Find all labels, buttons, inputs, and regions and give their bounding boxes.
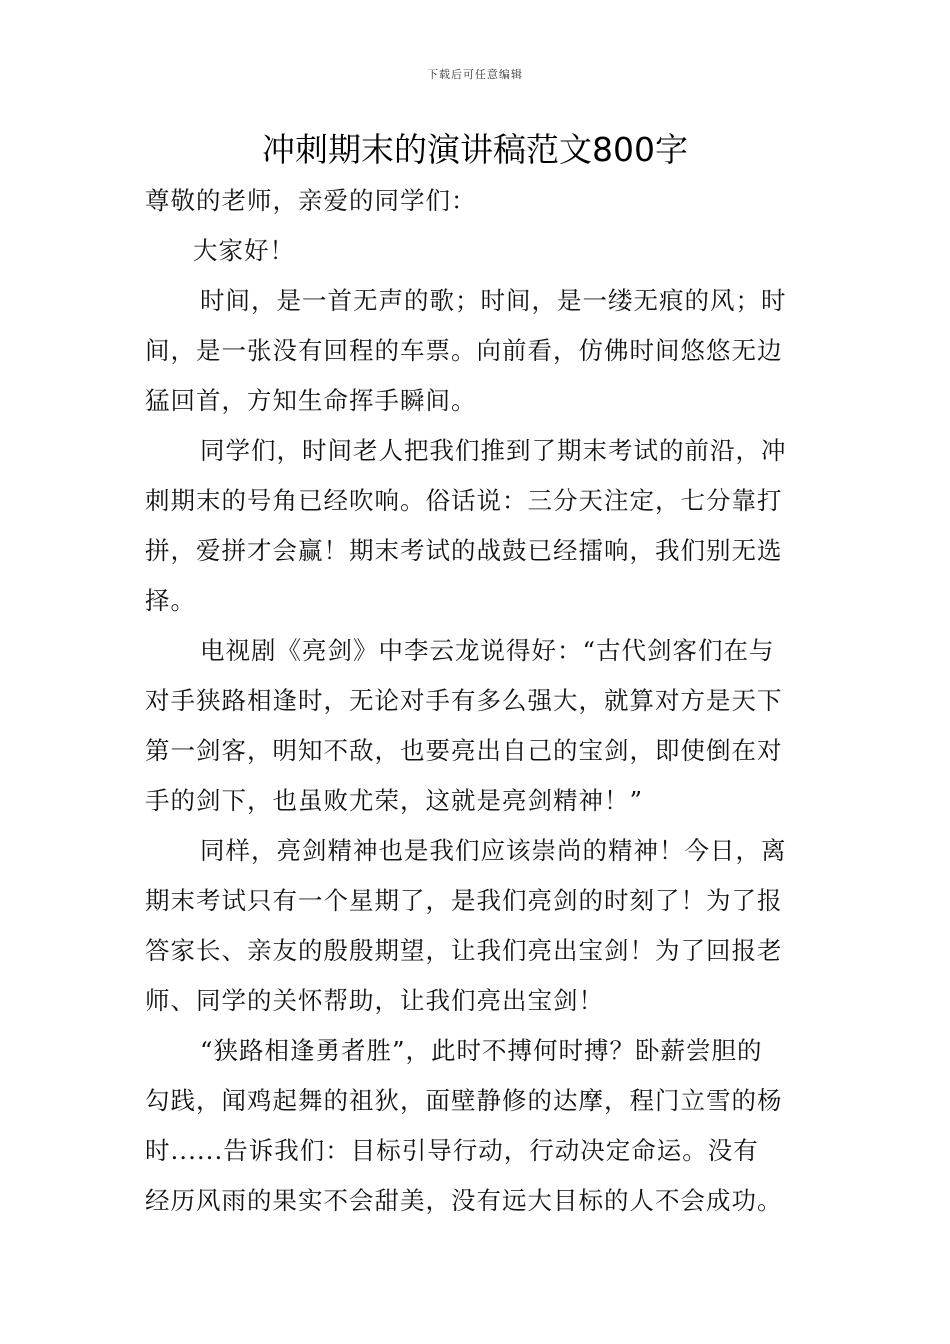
paragraph-3-line-2: 对手狭路相逢时，无论对手有多么强大，就算对方是天下 <box>145 686 783 715</box>
document-title: 冲刺期末的演讲稿范文800字 <box>262 130 688 169</box>
header-note: 下载后可任意编辑 <box>427 68 523 81</box>
paragraph-4-line-3: 答家长、亲友的殷殷期望，让我们亮出宝剑！为了回报老 <box>145 936 783 965</box>
greeting-line: 大家好！ <box>193 236 295 265</box>
paragraph-2-line-2: 刺期末的号角已经吹响。俗话说：三分天注定，七分靠打 <box>145 486 783 515</box>
paragraph-1-line-1: 时间，是一首无声的歌；时间，是一缕无痕的风；时 <box>200 286 787 315</box>
paragraph-2-line-3: 拼，爱拼才会赢！期末考试的战鼓已经擂响，我们别无选 <box>145 536 783 565</box>
paragraph-4-line-4: 师、同学的关怀帮助，让我们亮出宝剑！ <box>145 986 604 1015</box>
paragraph-1-line-3: 猛回首，方知生命挥手瞬间。 <box>145 386 477 415</box>
paragraph-2-line-1: 同学们，时间老人把我们推到了期末考试的前沿，冲 <box>200 436 787 465</box>
paragraph-4-line-2: 期末考试只有一个星期了，是我们亮剑的时刻了！为了报 <box>145 886 783 915</box>
paragraph-1-line-2: 间，是一张没有回程的车票。向前看，仿佛时间悠悠无边 <box>145 336 783 365</box>
paragraph-5-line-1: “狭路相逢勇者胜”，此时不搏何时搏？卧薪尝胆的 <box>200 1036 763 1065</box>
paragraph-5-line-4: 经历风雨的果实不会甜美，没有远大目标的人不会成功。 <box>145 1186 783 1215</box>
paragraph-5-line-2: 勾践，闻鸡起舞的祖狄，面壁静修的达摩，程门立雪的杨 <box>145 1086 783 1115</box>
paragraph-3-line-4: 手的剑下，也虽败尤荣，这就是亮剑精神！” <box>145 786 644 815</box>
paragraph-4-line-1: 同样，亮剑精神也是我们应该崇尚的精神！今日，离 <box>200 836 787 865</box>
document-body <box>145 176 807 1226</box>
paragraph-3-line-3: 第一剑客，明知不敌，也要亮出自己的宝剑，即使倒在对 <box>145 736 783 765</box>
salutation-line: 尊敬的老师，亲爱的同学们： <box>145 186 477 215</box>
paragraph-5-line-3: 时......告诉我们：目标引导行动，行动决定命运。没有 <box>145 1136 759 1165</box>
paragraph-2-line-4: 择。 <box>145 586 196 615</box>
paragraph-3-line-1: 电视剧《亮剑》中李云龙说得好：“古代剑客们在与 <box>200 636 775 665</box>
